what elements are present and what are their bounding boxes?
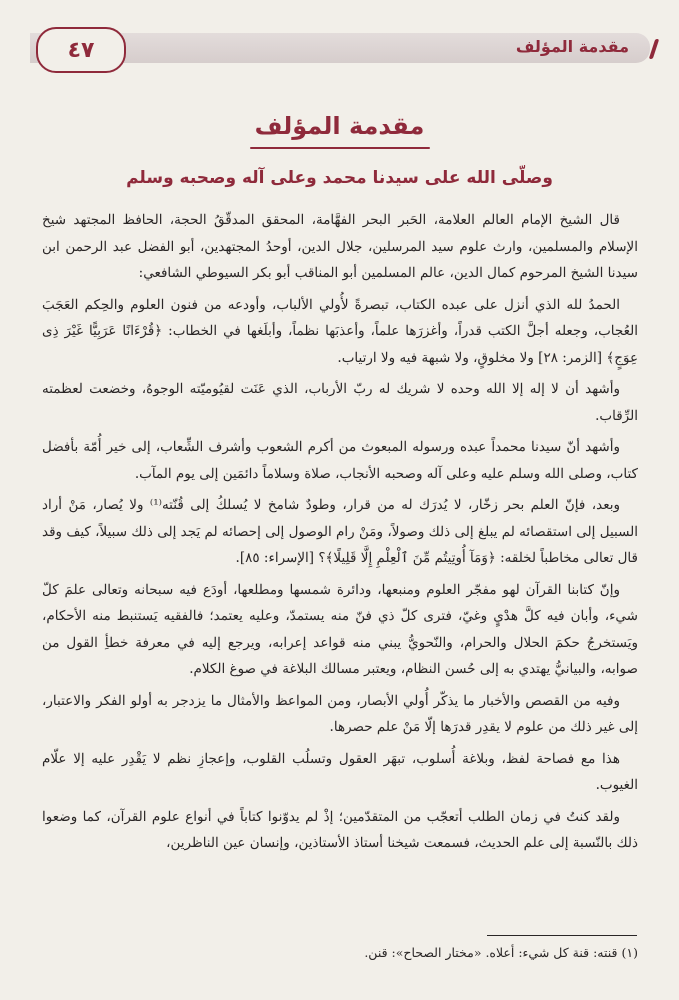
- paragraph: وأشهد أن لا إله إلا الله وحده لا شريك له ربّ الأرباب، الذي عَنَت لقيُوميّته الوجوهُ، وخضعت لعظمته الرِّقاب.: [42, 381, 638, 424]
- running-header-title: مقدمة المؤلف: [515, 37, 629, 56]
- paragraph: ولقد كنتُ في زمان الطلب أتعجّب من المتقدّمين؛ إذْ لم يدوّنوا كتاباً في أنواع علوم القرآن، كما وضعوا ذلك بالنّسبة إلى علم الحديث، فسمعت شيخنا أستاذ الأستاذين، وإنسان عين الناظرين،: [42, 808, 638, 851]
- chapter-subtitle: وصلّى الله على سيدنا محمد وعلى آله وصحبه وسلم: [126, 168, 553, 188]
- main-text: [42, 207, 638, 862]
- paragraph: وإنّ كتابنا القرآن لهو مفجّر العلوم ومنبعها، ودائرة شمسها ومطلعها، أودَع فيه سبحانه وتعالى علمَ كلّ شيء، وأبان فيه كلَّ هدْيٍ وغيّ، فترى كلّ ذي فنّ منه يستمدّ، وعليه يعتمد؛ فالفقيه يَستنبط منه الأحكام، ويَستخرجُ حكمَ الحلال والحرام، والنّحويُّ يبني منه قواعد إعرابه، ويرجع إليه في معرفة خطأِ القول من صوابه، والبيانيُّ يهتدي به إلى حُسن النظام، ويعتبر مسالك البلاغة في صوغ الكلام.: [42, 581, 638, 677]
- chapter-title: مقدمة المؤلف: [254, 112, 425, 140]
- paragraph: وبعد، فإنّ العلم بحر زخّار، لا يُدرَك له من قرار، وطودٌ شامخ لا يُسلكُ إلى قُنّته⁽¹⁾ ولا يُصار، مَنْ أراد السبيل إلى استقصائه لم يبلغ إلى ذلك وصولاً، ومَنْ رام الوصول إلى إحصائه لم يَجد إلى ذلك سبيلاً، كيف وقد قال تعالى مخاطباً لخلقه: ﴿وَمَآ أُوتِيتُم مِّنَ ٱلْعِلْمِ إِلَّا قَلِيلًا﴾؟ [الإسراء: ٨٥].: [42, 497, 638, 566]
- paragraph: قال الشيخ الإمام العالم العلامة، الحَبر البحر الفهَّامة، المحقق المدقّقُ الحجة، الحافظ المجتهد شيخ الإسلام والمسلمين، وارث علوم سيد المرسلين، جلال الدين، أوحدُ المجتهدين، أبو الفضل عبد الرحمن ابن سيدنا الشيخ المرحوم كمال الدين، عالم المسلمين أبو المناقب أبو بكر السيوطي الشافعي:: [42, 212, 638, 281]
- footnote-separator: [487, 935, 637, 936]
- title-underline: [250, 147, 430, 149]
- paragraph: الحمدُ لله الذي أنزل على عبده الكتاب، تبصرةً لأُولي الألباب، وأودعه من فنون العلوم والحِكم العَجَبَ العُجاب، وجعله أجلَّ الكتب قدراً، وأغزرَها علماً، وأعذبَها نظماً، وأبلَغها في الخطاب: ﴿قُرْءَانًا عَرَبِيًّا غَيْرَ ذِى عِوَجٍ﴾ [الزمر: ٢٨] ولا مخلوقٍ، ولا شبهة فيه ولا ارتياب.: [42, 296, 638, 366]
- paragraph: وفيه من القصص والأخبار ما يذكّر أُولي الأبصار، ومن المواعظ والأمثال ما يزدجر به أولو الفكر والاعتبار، إلى غير ذلك من علوم لا يقدِر قدرَها إلّا مَنْ علم حصرها.: [42, 692, 638, 735]
- footnote: (١) قنته: قنة كل شيء: أعلاه. «مختار الصحاح»: قنن.: [364, 945, 638, 960]
- paragraph: هذا مع فصاحة لفظ، وبلاغة أُسلوب، تبهَر العقول وتسلُب القلوب، وإعجازِ نظم لا يَقْدِر عليه إلا علّام الغيوب.: [42, 750, 638, 793]
- page-number: ٤٧: [36, 27, 126, 73]
- paragraph: وأشهد أنّ سيدنا محمداً عبده ورسوله المبعوث من أكرم الشعوب وأشرف الشِّعاب، إلى خير أُمّة بأفضل كتاب، وصلى الله وسلم عليه وعلى آله وصحبه الأنجاب، صلاة وسلاماً دائمَين إلى يوم المآب.: [42, 439, 638, 482]
